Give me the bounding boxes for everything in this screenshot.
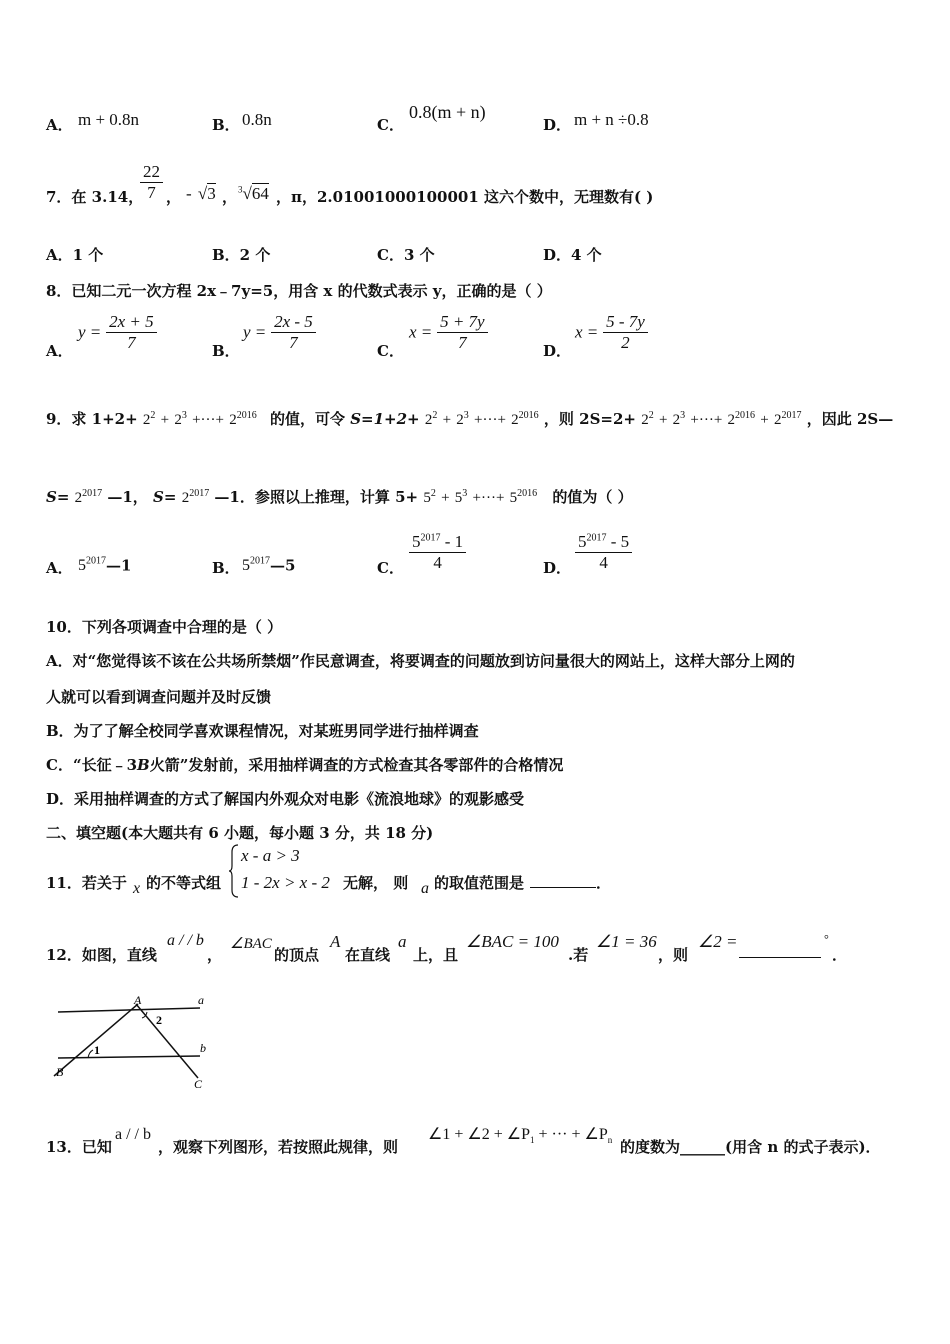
q6-option-d-label: D． <box>543 116 572 134</box>
q9-line2-d: —1．参照以上推理，计算 5+ <box>214 488 419 506</box>
q13-ab: a / / b <box>115 1126 151 1143</box>
q12-end: ． <box>832 946 848 964</box>
q13-post: 的度数为______(用含 n 的式子表示)． <box>620 1138 881 1156</box>
q7-fraction <box>140 162 163 203</box>
q13-mid: ，观察下列图形，若按照此规律，则 <box>158 1138 399 1156</box>
label-B: B <box>56 1065 64 1079</box>
q9-dots: +···+ <box>472 490 505 506</box>
q6-option-d: m + n ÷0.8 <box>574 110 649 129</box>
q9-option-d: $\frac{5^{2017} - 5}{4}$ <box>575 532 632 573</box>
q8-a-num: 2x + 5 <box>106 312 157 333</box>
label-C: C <box>194 1077 203 1091</box>
q12-ab: a / / b <box>167 932 204 949</box>
q9-line2-c: S= <box>153 488 177 506</box>
q12-eq1: ∠1 = 36 <box>596 932 657 951</box>
q9-pow-2-2c: $2^2$ <box>641 410 654 428</box>
q8-a-lhs: y = <box>78 322 102 342</box>
q9-plus: + <box>441 490 450 506</box>
q9-option-c-label: C． <box>377 559 404 577</box>
q12-c1: ， <box>207 946 223 964</box>
q9-line1 <box>46 396 893 440</box>
q9-line2 <box>46 474 633 518</box>
q7-prefix: 7．在 3.14， <box>46 188 144 206</box>
q9-s-def: S=1+2+ <box>350 410 420 428</box>
q11-post1: 无解， 则 <box>343 874 409 892</box>
q8-option-d-label: D． <box>543 342 572 360</box>
q13-pre: 13．已知 <box>46 1138 112 1156</box>
q8-option-a <box>78 312 157 353</box>
q8-b-lhs: y = <box>243 322 267 342</box>
q6-option-b-label: B． <box>212 116 240 134</box>
q9-line2-b: —1， <box>107 488 148 506</box>
q9-pow-2-2b: $2^2$ <box>424 410 438 428</box>
label-A: A <box>134 993 142 1007</box>
q10-stem: 10．下列各项调查中合理的是（ ） <box>46 618 283 636</box>
q9-dots: +···+ <box>474 412 506 428</box>
q8-stem: 8．已知二元一次方程 2x﹣7y=5，用含 x 的代数式表示 y，正确的是（ ） <box>46 282 552 300</box>
line-b <box>58 1056 200 1058</box>
q11-post2: 的取值范围是 ． <box>434 874 612 892</box>
section-heading: 二、填空题(本大题共有 6 小题，每小题 3 分，共 18 分) <box>46 824 434 842</box>
q9-line2-e: 的值为（ ） <box>552 488 633 506</box>
q12-answer-blank[interactable] <box>739 957 821 958</box>
q9-seg1: 9．求 1+2+ <box>46 410 138 428</box>
q8-b-den: 7 <box>289 333 298 352</box>
q9-pow-5-3: $5^3$ <box>454 488 468 506</box>
q7-neg-sqrt <box>186 184 216 204</box>
q8-c-lhs: x = <box>409 322 433 342</box>
q12-c4: 上，且 <box>413 946 459 964</box>
q9-option-a-label: A． <box>46 559 73 577</box>
q12-line-a: a <box>398 932 407 951</box>
q7-frac-den: 7 <box>147 183 156 202</box>
q9-option-c: $\frac{5^{2017} - 1}{4}$ <box>409 532 466 573</box>
q8-option-d <box>575 312 648 353</box>
q7-cbrt <box>238 184 269 204</box>
q9-option-d-label: D． <box>543 559 572 577</box>
q7-option-a: A．1 个 <box>46 246 104 264</box>
q7-option-c: C．3 个 <box>377 246 435 264</box>
q7-cbrt-index: 3 <box>238 184 243 195</box>
q9-pow-2-2: $2^2$ <box>142 410 156 428</box>
q12-degree: ° <box>824 932 829 946</box>
q7-option-d: D．4 个 <box>543 246 602 264</box>
q9-pow-5-2016: $5^{2016}$ <box>509 488 538 506</box>
q6-option-a: m + 0.8n <box>78 110 140 129</box>
q11-ineq1: x - a > 3 <box>241 846 300 865</box>
q9-pow-2-2017: $2^{2017}$ <box>773 410 802 428</box>
q9-pow-2-2017c: $2^{2017}$ <box>181 488 210 506</box>
q7-sqrt-arg: 3 <box>207 184 216 203</box>
q6-option-b: 0.8n <box>242 110 272 129</box>
q12-angle: ∠BAC <box>230 936 272 952</box>
q9-seg3: ，则 <box>543 410 574 428</box>
q7-sep2: ， <box>222 188 238 206</box>
q8-c-den: 7 <box>458 333 467 352</box>
q9-plus: + <box>442 412 452 428</box>
q12-pre: 12．如图，直线 <box>46 946 157 964</box>
q7-suffix: ，π，2.01001000100001 这六个数中，无理数有( ) <box>276 188 654 206</box>
q13-expr: ∠1 + ∠2 + $\angle P_1$ + ··· + $\angle P_n$ <box>428 1126 613 1146</box>
q6-option-a-label: A． <box>46 116 73 134</box>
q9-option-a: $5^{2017}—1$ <box>78 556 132 575</box>
q12-c3: 在直线 <box>345 946 391 964</box>
q9-pow-2-3c: $2^3$ <box>672 410 686 428</box>
q8-c-num: 5 + 7y <box>437 312 488 333</box>
q12-eq: ∠BAC = 100 <box>466 932 559 951</box>
q10-option-d: D．采用抽样调查的方式了解国内外观众对电影《流浪地球》的观影感受 <box>46 790 525 808</box>
q11-a: a <box>421 880 429 897</box>
q12-answer <box>739 944 821 962</box>
q10-option-a-line1: A．对“您觉得该不该在公共场所禁烟”作民意调查，将要调查的问题放到访问量很大的网站上，这样大部分上网的 <box>46 652 795 670</box>
q9-option-b-label: B． <box>212 559 240 577</box>
q7-cbrt-arg: 64 <box>251 184 269 203</box>
sqrt-icon: √ <box>197 184 208 203</box>
q11-x: x <box>133 880 141 897</box>
q10-option-b: B．为了了解全校同学喜欢课程情况，对某班男同学进行抽样调查 <box>46 722 479 740</box>
q10-option-a-line2: 人就可以看到调查问题并及时反馈 <box>46 688 272 706</box>
label-2: 2 <box>156 1013 162 1027</box>
q12-vertex-a: A <box>330 932 341 951</box>
q11-mid: 的不等式组 <box>146 874 222 892</box>
label-b: b <box>200 1041 206 1055</box>
q9-pow-2-2016c: $2^{2016}$ <box>727 410 756 428</box>
q9-option-b: $5^{2017}—5$ <box>242 556 296 575</box>
sqrt-icon: √ <box>242 184 252 203</box>
q8-d-lhs: x = <box>575 322 599 342</box>
q12-c6: ，则 <box>658 946 689 964</box>
q12-ask: ∠2 = <box>698 932 738 951</box>
q9-line2-a: S= <box>46 488 70 506</box>
q12-c5: .若 <box>568 946 589 964</box>
q10-option-c: C．“长征﹣3B火箭”发射前，采用抽样调查的方式检查其各零部件的合格情况 <box>46 756 564 774</box>
parallel-lines-diagram <box>50 990 230 1092</box>
q7-sep1: ， <box>166 188 182 206</box>
q7-option-b: B．2 个 <box>212 246 271 264</box>
q11-pre: 11．若关于 <box>46 874 127 892</box>
q8-d-num: 5 - 7y <box>603 312 648 333</box>
q8-option-a-label: A． <box>46 342 73 360</box>
q11-ineq2: 1 - 2x > x - 2 <box>241 873 330 892</box>
geometry-figure <box>50 990 230 1092</box>
q7-neg-sign: - <box>186 184 192 203</box>
q9-pow-2-2017b: $2^{2017}$ <box>74 488 103 506</box>
q8-option-b <box>243 312 316 353</box>
q9-pow-2-3b: $2^3$ <box>456 410 469 428</box>
label-a: a <box>198 993 204 1007</box>
label-1: 1 <box>94 1043 100 1057</box>
q9-seg4: ，因此 2S— <box>806 410 894 428</box>
q9-pow-2-2016b: $2^{2016}$ <box>511 410 539 428</box>
q9-dots: +···+ <box>192 412 224 428</box>
q9-plus: + <box>160 412 170 428</box>
q9-pow-2-3: $2^3$ <box>174 410 187 428</box>
q8-d-den: 2 <box>621 333 630 352</box>
q9-plus: + <box>658 412 668 428</box>
q9-pow-2-2016: $2^{2016}$ <box>229 410 257 428</box>
q12-c2: 的顶点 <box>274 946 320 964</box>
q9-plus: + <box>760 412 769 428</box>
q9-dots: +···+ <box>690 412 723 428</box>
brace-icon <box>229 844 233 896</box>
q7-frac-num: 22 <box>140 162 163 183</box>
q8-b-num: 2x - 5 <box>271 312 316 333</box>
q8-option-b-label: B． <box>212 342 240 360</box>
q9-pow-5-2: $5^2$ <box>423 488 436 506</box>
q11-answer-blank[interactable] <box>530 887 596 888</box>
q6-option-c: 0.8(m + n) <box>409 102 486 122</box>
q6-option-c-label: C． <box>377 116 404 134</box>
q8-option-c-label: C． <box>377 342 404 360</box>
segment-ab <box>54 1004 138 1076</box>
q9-seg2: 的值，可令 <box>269 410 345 428</box>
q9-s2-def: 2S=2+ <box>579 410 636 428</box>
q8-a-den: 7 <box>127 333 136 352</box>
q8-option-c <box>409 312 488 353</box>
